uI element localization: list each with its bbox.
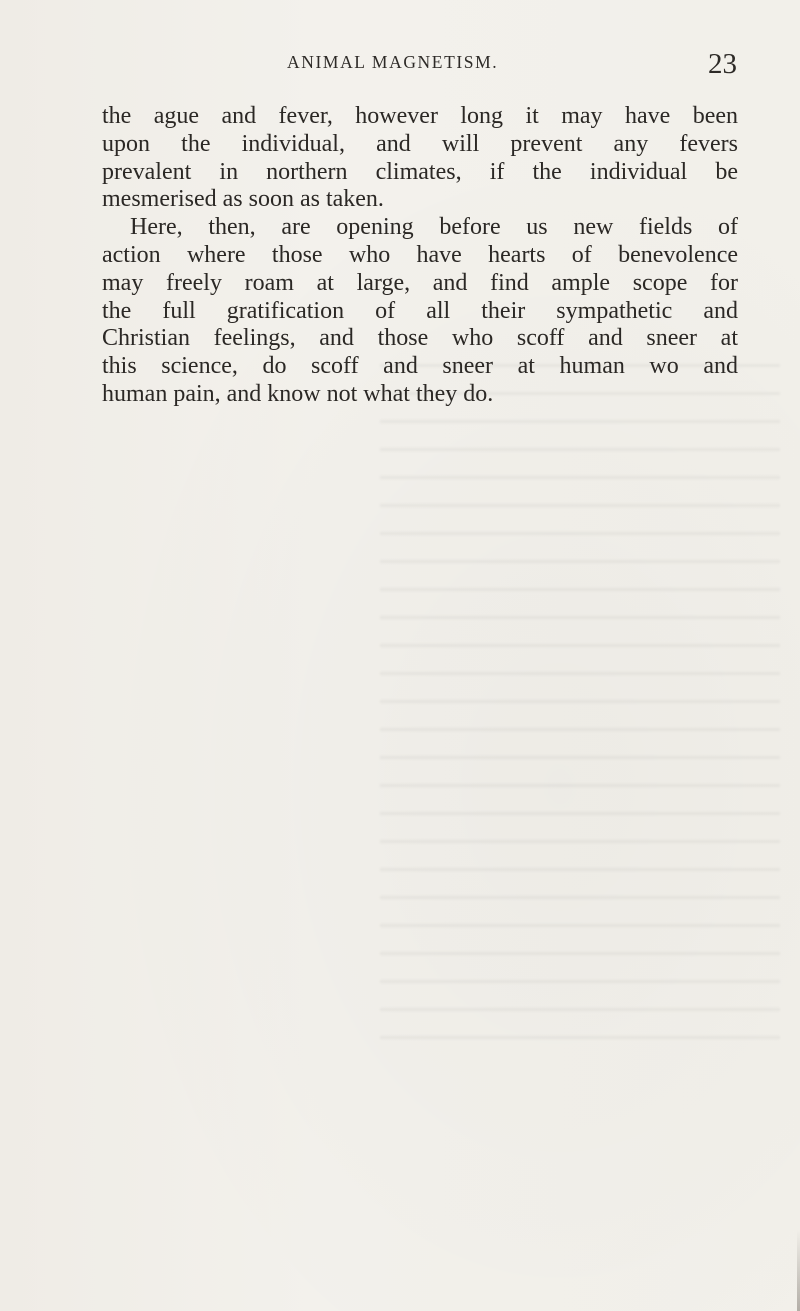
text-line: action where those who have hearts of benevolence: [102, 241, 738, 268]
page-number: 23: [708, 48, 737, 80]
text-line: may freely roam at large, and find ample scope for: [102, 269, 738, 296]
paragraph-start-line: Here, then, are opening before us new fields of: [130, 214, 738, 241]
page-header: [100, 48, 740, 92]
running-head: ANIMAL MAGNETISM.: [287, 52, 499, 72]
text-line: human pain, and know not what they do.: [102, 380, 494, 407]
text-line: mesmerised as soon as taken.: [102, 186, 384, 213]
text-line: Christian feelings, and those who scoff and sneer at: [102, 325, 738, 352]
show-through-texture: [380, 350, 780, 1050]
text-line: this science, do scoff and sneer at human wo and: [102, 353, 738, 380]
body-text: [102, 103, 738, 409]
text-line: the ague and fever, however long it may have been: [102, 103, 738, 129]
text-line: prevalent in northern climates, if the individual be: [102, 158, 738, 185]
text-line: upon the individual, and will prevent any fevers: [102, 130, 738, 157]
text-line: the full gratification of all their sympathetic and: [102, 297, 738, 324]
